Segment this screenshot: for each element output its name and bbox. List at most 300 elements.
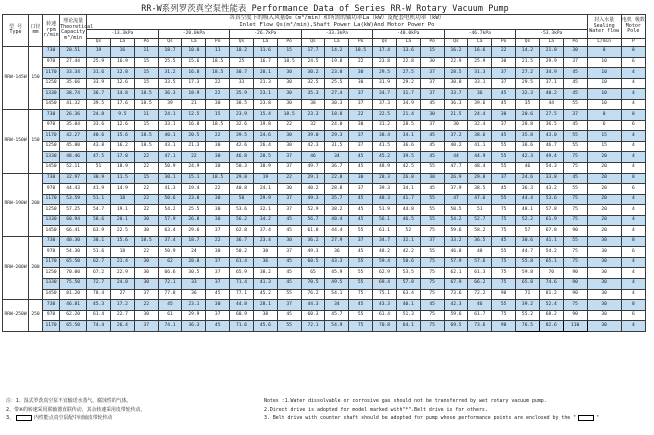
value-cell: 54.2 (444, 215, 468, 226)
value-cell: 75 (492, 215, 516, 226)
value-cell: 29.1 (301, 173, 325, 184)
value-cell: 71.6 (230, 321, 254, 332)
value-cell: 55 (492, 300, 516, 311)
value-cell: 45 (277, 279, 301, 290)
sub-header-la: La (253, 38, 277, 46)
pressure-header: -53.3kPa (516, 29, 588, 38)
model-cell: RRW-150W (3, 110, 29, 173)
value-cell: 37 (563, 57, 587, 68)
value-cell: 45 (563, 68, 587, 79)
value-cell: 40.2 (301, 184, 325, 195)
value-cell: 37 (134, 289, 158, 300)
value-cell: 35.9 (230, 89, 254, 100)
capacity-cell: 38.74 (60, 89, 87, 100)
value-cell: 71.4 (230, 279, 254, 290)
value-cell: 15.6 (110, 131, 134, 142)
value-cell: 75 (563, 215, 587, 226)
table-row (3, 141, 646, 152)
motor-pole-cell: 4 (621, 279, 645, 290)
value-cell: 22 (206, 78, 230, 89)
value-cell: 42.2 (396, 247, 420, 258)
value-cell: 56.7 (301, 215, 325, 226)
value-cell: 22.5 (110, 226, 134, 237)
model-cell: RRW-145W (3, 46, 29, 109)
value-cell: 15 (420, 46, 444, 57)
table-row (3, 57, 646, 68)
sealing-water-cell: 6 (587, 120, 621, 131)
table-row (3, 89, 646, 100)
value-cell: 18.5 (134, 141, 158, 152)
value-cell: 62.7 (87, 257, 111, 268)
table-row (3, 68, 646, 79)
value-cell: 30 (206, 194, 230, 205)
value-cell: 39.5 (396, 152, 420, 163)
motor-pole-cell: 8 (621, 110, 645, 121)
sealing-water-cell: 30 (587, 289, 621, 300)
value-cell: 59.8 (516, 268, 540, 279)
value-cell: 55 (349, 279, 373, 290)
capacity-cell: 35.04 (60, 120, 87, 131)
value-cell: 16.2 (444, 46, 468, 57)
value-cell: 26.4 (253, 141, 277, 152)
motor-pole-cell: 4 (621, 131, 645, 142)
value-cell: 39.5 (87, 99, 111, 110)
value-cell: 45 (277, 257, 301, 268)
motor-pole-cell: 8 (621, 300, 645, 311)
value-cell: 45 (349, 300, 373, 311)
bore-cell: 200 (29, 173, 43, 236)
value-cell: 16.9 (110, 57, 134, 68)
value-cell: 18.9 (110, 162, 134, 173)
value-cell: 45 (349, 194, 373, 205)
value-cell: 30 (206, 99, 230, 110)
value-cell: 65 (301, 268, 325, 279)
value-cell: 38 (253, 310, 277, 321)
value-cell: 17.7 (301, 46, 325, 57)
value-cell: 43.0 (539, 131, 563, 142)
value-cell: 45 (277, 268, 301, 279)
speed-cell: 1450 (43, 289, 60, 300)
motor-pole-cell: 4 (621, 289, 645, 300)
capacity-cell: 45.80 (60, 141, 87, 152)
motor-pole-cell: 4 (621, 68, 645, 79)
value-cell: 45 (277, 215, 301, 226)
value-cell: 30 (277, 236, 301, 247)
value-cell: 22 (492, 46, 516, 57)
value-cell: 30 (420, 57, 444, 68)
value-cell: 19.4 (182, 184, 206, 195)
value-cell: 32.4 (468, 120, 492, 131)
value-cell: 18.8 (325, 110, 349, 121)
value-cell: 33.6 (87, 120, 111, 131)
value-cell: 62 (158, 257, 182, 268)
sub-header-po: Po (563, 38, 587, 46)
sealing-water-cell: 20 (587, 184, 621, 195)
value-cell: 47.1 (158, 152, 182, 163)
sub-header-la: La (539, 38, 563, 46)
value-cell: 37 (277, 205, 301, 216)
speed-cell: 730 (43, 236, 60, 247)
table-row (3, 300, 646, 311)
value-cell: 55 (420, 205, 444, 216)
value-cell: 55 (420, 215, 444, 226)
value-cell: 22.8 (396, 57, 420, 68)
speed-cell: 1450 (43, 162, 60, 173)
value-cell: 18.5 (277, 57, 301, 68)
value-cell: 30.3 (325, 99, 349, 110)
value-cell: 78.4 (87, 289, 111, 300)
value-cell: 75 (349, 321, 373, 332)
value-cell: 51.9 (373, 205, 397, 216)
value-cell: 61.1 (373, 226, 397, 237)
value-cell: 22.8 (325, 173, 349, 184)
capacity-cell: 35.66 (60, 78, 87, 89)
col-sealing-water: 封入水量 Sealing Water flow (587, 15, 621, 39)
value-cell: 17.2 (110, 300, 134, 311)
value-cell: 33.1 (468, 78, 492, 89)
value-cell: 46.7 (539, 141, 563, 152)
value-cell: 45 (349, 152, 373, 163)
value-cell: 52.2 (516, 215, 540, 226)
sealing-water-cell: 8 (587, 46, 621, 57)
value-cell: 31.3 (468, 68, 492, 79)
value-cell: 47.6 (468, 194, 492, 205)
value-cell: 35.8 (516, 131, 540, 142)
motor-pole-cell: 4 (621, 321, 645, 332)
value-cell: 30 (134, 226, 158, 237)
value-cell: 30 (277, 89, 301, 100)
value-cell: 70 (539, 268, 563, 279)
value-cell: 30 (206, 215, 230, 226)
value-cell: 63.4 (158, 226, 182, 237)
value-cell: 36.7 (230, 236, 254, 247)
value-cell: 44.7 (516, 247, 540, 258)
value-cell: 16 (110, 46, 134, 57)
value-cell: 55 (492, 194, 516, 205)
value-cell: 47.5 (87, 152, 111, 163)
value-cell: 30 (206, 300, 230, 311)
value-cell: 24 (182, 247, 206, 258)
value-cell: 45 (420, 300, 444, 311)
value-cell: 90 (492, 289, 516, 300)
value-cell: 76.5 (516, 321, 540, 332)
value-cell: 29.6 (182, 226, 206, 237)
value-cell: 45 (206, 289, 230, 300)
value-cell: 48.3 (373, 194, 397, 205)
value-cell: 17.6 (110, 99, 134, 110)
value-cell: 49.7 (301, 162, 325, 173)
value-cell: 30.7 (230, 68, 254, 79)
value-cell: 30 (420, 110, 444, 121)
value-cell: 16.8 (182, 120, 206, 131)
value-cell: 55 (349, 310, 373, 321)
value-cell: 70.8 (373, 321, 397, 332)
sealing-water-cell: 10 (587, 99, 621, 110)
value-cell: 64.1 (396, 321, 420, 332)
value-cell: 71 (516, 289, 540, 300)
value-cell: 27 (110, 289, 134, 300)
value-cell: 30 (206, 152, 230, 163)
value-cell: 29.2 (396, 78, 420, 89)
motor-pole-cell: 6 (621, 57, 645, 68)
value-cell: 19.1 (110, 205, 134, 216)
value-cell: 18.5 (134, 131, 158, 142)
value-cell: 18 (110, 194, 134, 205)
value-cell: 45 (420, 152, 444, 163)
value-cell: 18.7 (182, 236, 206, 247)
value-cell: 27.4 (325, 89, 349, 100)
table-row (3, 247, 646, 258)
table-row (3, 268, 646, 279)
value-cell: 48 (468, 247, 492, 258)
value-cell: 44.8 (230, 300, 254, 311)
col-speed-label: 转速 (46, 20, 57, 27)
value-cell: 36.7 (325, 162, 349, 173)
value-cell: 23.1 (253, 89, 277, 100)
value-cell: 37 (349, 236, 373, 247)
value-cell: 20.6 (516, 110, 540, 121)
value-cell: 21.5 (516, 57, 540, 68)
value-cell: 45 (492, 184, 516, 195)
sub-header-la: La (182, 38, 206, 46)
capacity-cell: 65.50 (60, 257, 87, 268)
value-cell: 63.9 (87, 226, 111, 237)
value-cell: 43.3 (325, 257, 349, 268)
motor-pole-cell: 4 (621, 215, 645, 226)
value-cell: 33.5 (158, 78, 182, 89)
value-cell: 38.6 (468, 131, 492, 142)
value-cell: 33.8 (539, 173, 563, 184)
value-cell: 25 (230, 57, 254, 68)
value-cell: 55.8 (516, 257, 540, 268)
capacity-cell: 27.44 (60, 57, 87, 68)
value-cell: 36 (468, 89, 492, 100)
capacity-cell: 41.32 (60, 99, 87, 110)
value-cell: 36.3 (182, 321, 206, 332)
capacity-cell: 48.46 (60, 152, 87, 163)
value-cell: 75 (563, 194, 587, 205)
sub-header-la: La (468, 38, 492, 46)
value-cell: 18.5 (134, 236, 158, 247)
value-cell: 24.4 (468, 110, 492, 121)
value-cell: 61.4 (230, 257, 254, 268)
value-cell: 15 (206, 110, 230, 121)
table-row (3, 162, 646, 173)
value-cell: 75 (420, 310, 444, 321)
speed-cell: 1250 (43, 205, 60, 216)
table-row (3, 99, 646, 110)
value-cell: 55 (563, 141, 587, 152)
sealing-water-cell: 8 (587, 110, 621, 121)
value-cell: 74.1 (158, 321, 182, 332)
value-cell: 30 (134, 268, 158, 279)
value-cell: 29.9 (253, 194, 277, 205)
value-cell: 18 (110, 247, 134, 258)
value-cell: 54.2 (158, 205, 182, 216)
speed-cell: 1170 (43, 194, 60, 205)
capacity-cell: 65.50 (60, 321, 87, 332)
value-cell: 18.5 (349, 46, 373, 57)
value-cell: 72.1 (158, 279, 182, 290)
capacity-cell: 52.11 (60, 162, 87, 173)
value-cell: 81.2 (539, 289, 563, 300)
value-cell: 63.4 (396, 289, 420, 300)
value-cell: 30 (277, 78, 301, 89)
value-cell: 27.2 (516, 68, 540, 79)
value-cell: 17.8 (110, 152, 134, 163)
motor-pole-cell: 4 (621, 268, 645, 279)
value-cell: 60.3 (301, 310, 325, 321)
value-cell: 24.8 (87, 110, 111, 121)
value-cell: 42.3 (516, 152, 540, 163)
value-cell: 45 (277, 226, 301, 237)
speed-cell: 1250 (43, 78, 60, 89)
sealing-water-cell: 10 (587, 57, 621, 68)
value-cell: 37 (206, 226, 230, 237)
value-cell: 28.8 (325, 184, 349, 195)
value-cell: 40.6 (87, 131, 111, 142)
value-cell: 29.3 (325, 131, 349, 142)
value-cell: 24.9 (182, 162, 206, 173)
value-cell: 75 (492, 310, 516, 321)
value-cell: 47 (444, 194, 468, 205)
value-cell: 45 (349, 215, 373, 226)
value-cell: 28.5 (444, 68, 468, 79)
value-cell: 21.8 (539, 46, 563, 57)
value-cell: 46 (516, 162, 540, 173)
value-cell: 22 (134, 194, 158, 205)
value-cell: 28.5 (396, 120, 420, 131)
value-cell: 61.4 (373, 310, 397, 321)
value-cell: 44.3 (301, 300, 325, 311)
col-bore (29, 15, 43, 47)
pressure-header: -26.7kPa (230, 29, 301, 38)
note-zh-2: 2、带※的转速采用联轴器直联传动，其余转速采用皮带轮传动。 (6, 406, 146, 413)
note-zh-3-text: 内性能点真空泵配中间轴皮带轮传动 (34, 415, 113, 422)
motor-pole-cell: 4 (621, 89, 645, 100)
speed-cell: 1170 (43, 321, 60, 332)
value-cell: 30 (277, 68, 301, 79)
value-cell: 22 (134, 152, 158, 163)
value-cell: 30 (277, 141, 301, 152)
value-cell: 58.2 (468, 226, 492, 237)
value-cell: 75 (563, 300, 587, 311)
value-cell: 24.8 (110, 279, 134, 290)
capacity-cell: 32.97 (60, 173, 87, 184)
capacity-cell: 33.34 (60, 68, 87, 79)
value-cell: 50.3 (230, 162, 254, 173)
speed-cell: 730 (43, 110, 60, 121)
value-cell: 38.2 (325, 205, 349, 216)
value-cell: 31.2 (158, 68, 182, 79)
value-cell: 26.9 (444, 173, 468, 184)
value-cell: 55 (492, 152, 516, 163)
value-cell: 30 (134, 310, 158, 321)
value-cell: 19 (253, 173, 277, 184)
value-cell: 12.6 (110, 78, 134, 89)
value-cell: 55.2 (516, 310, 540, 321)
table-row (3, 46, 646, 57)
value-cell: 18.5 (206, 173, 230, 184)
value-cell: 29.8 (468, 173, 492, 184)
value-cell: 37.3 (373, 99, 397, 110)
value-cell: 35 (516, 99, 540, 110)
speed-cell: 730 (43, 173, 60, 184)
value-cell: 39.6 (468, 99, 492, 110)
value-cell: 43.8 (87, 141, 111, 152)
value-cell: 12.6 (110, 120, 134, 131)
value-cell: 17.3 (182, 78, 206, 89)
value-cell: 9.5 (110, 110, 134, 121)
value-cell: 59.4 (373, 257, 397, 268)
sub-header-qs: Qs (373, 38, 397, 46)
col-group-performance (87, 15, 587, 30)
speed-cell: 970 (43, 184, 60, 195)
value-cell: 18.5 (134, 99, 158, 110)
value-cell: 62.9 (373, 268, 397, 279)
value-cell: 35.3 (301, 89, 325, 100)
capacity-cell: 26.36 (60, 110, 87, 121)
value-cell: 59.6 (444, 226, 468, 237)
value-cell: 30 (349, 78, 373, 89)
value-cell: 75 (492, 279, 516, 290)
model-cell: RRW-200W (3, 236, 29, 299)
motor-pole-cell: 6 (621, 120, 645, 131)
table-row (3, 152, 646, 163)
value-cell: 45 (492, 99, 516, 110)
sub-header-la: La (396, 38, 420, 46)
sealing-water-cell: 30 (587, 310, 621, 321)
speed-cell: 1330 (43, 279, 60, 290)
value-cell: 37.4 (158, 236, 182, 247)
note-zh-1: 注：1、湿式罗茨真空泵不宜输送水蒸气、腐蚀性的气体。 (6, 398, 132, 404)
speed-cell: 1170 (43, 257, 60, 268)
value-cell: 30 (277, 131, 301, 142)
table-row (3, 78, 646, 89)
value-cell: 27.5 (396, 68, 420, 79)
value-cell: 29.8 (230, 173, 254, 184)
note-en-3-end: " (596, 415, 600, 422)
value-cell: 50.6 (396, 257, 420, 268)
value-cell: 50.2 (230, 247, 254, 258)
value-cell: 36.3 (444, 99, 468, 110)
value-cell: 30 (134, 215, 158, 226)
value-cell: 58.6 (87, 215, 111, 226)
value-cell: 34.7 (373, 236, 397, 247)
value-cell: 38 (301, 99, 325, 110)
value-cell: 38.4 (373, 131, 397, 142)
sub-header-qs: Qs (230, 38, 254, 46)
value-cell: 50.9 (158, 247, 182, 258)
col-bore-label: 口径 (30, 23, 41, 30)
value-cell: 45 (492, 236, 516, 247)
value-cell: 42.3 (301, 141, 325, 152)
value-cell: 75 (563, 152, 587, 163)
value-cell: 21.4 (396, 110, 420, 121)
speed-cell: 1170 (43, 131, 60, 142)
value-cell: 74.4 (87, 321, 111, 332)
value-cell: 13.6 (396, 46, 420, 57)
value-cell: 75 (563, 162, 587, 173)
value-cell: 61.8 (301, 226, 325, 237)
value-cell: 18.2 (230, 46, 254, 57)
pressure-header: -46.7kPa (444, 29, 515, 38)
value-cell: 65.9 (230, 268, 254, 279)
value-cell: 12.8 (110, 68, 134, 79)
value-cell: 40.8 (230, 184, 254, 195)
note-en-3 (264, 414, 654, 423)
table-row (3, 194, 646, 205)
